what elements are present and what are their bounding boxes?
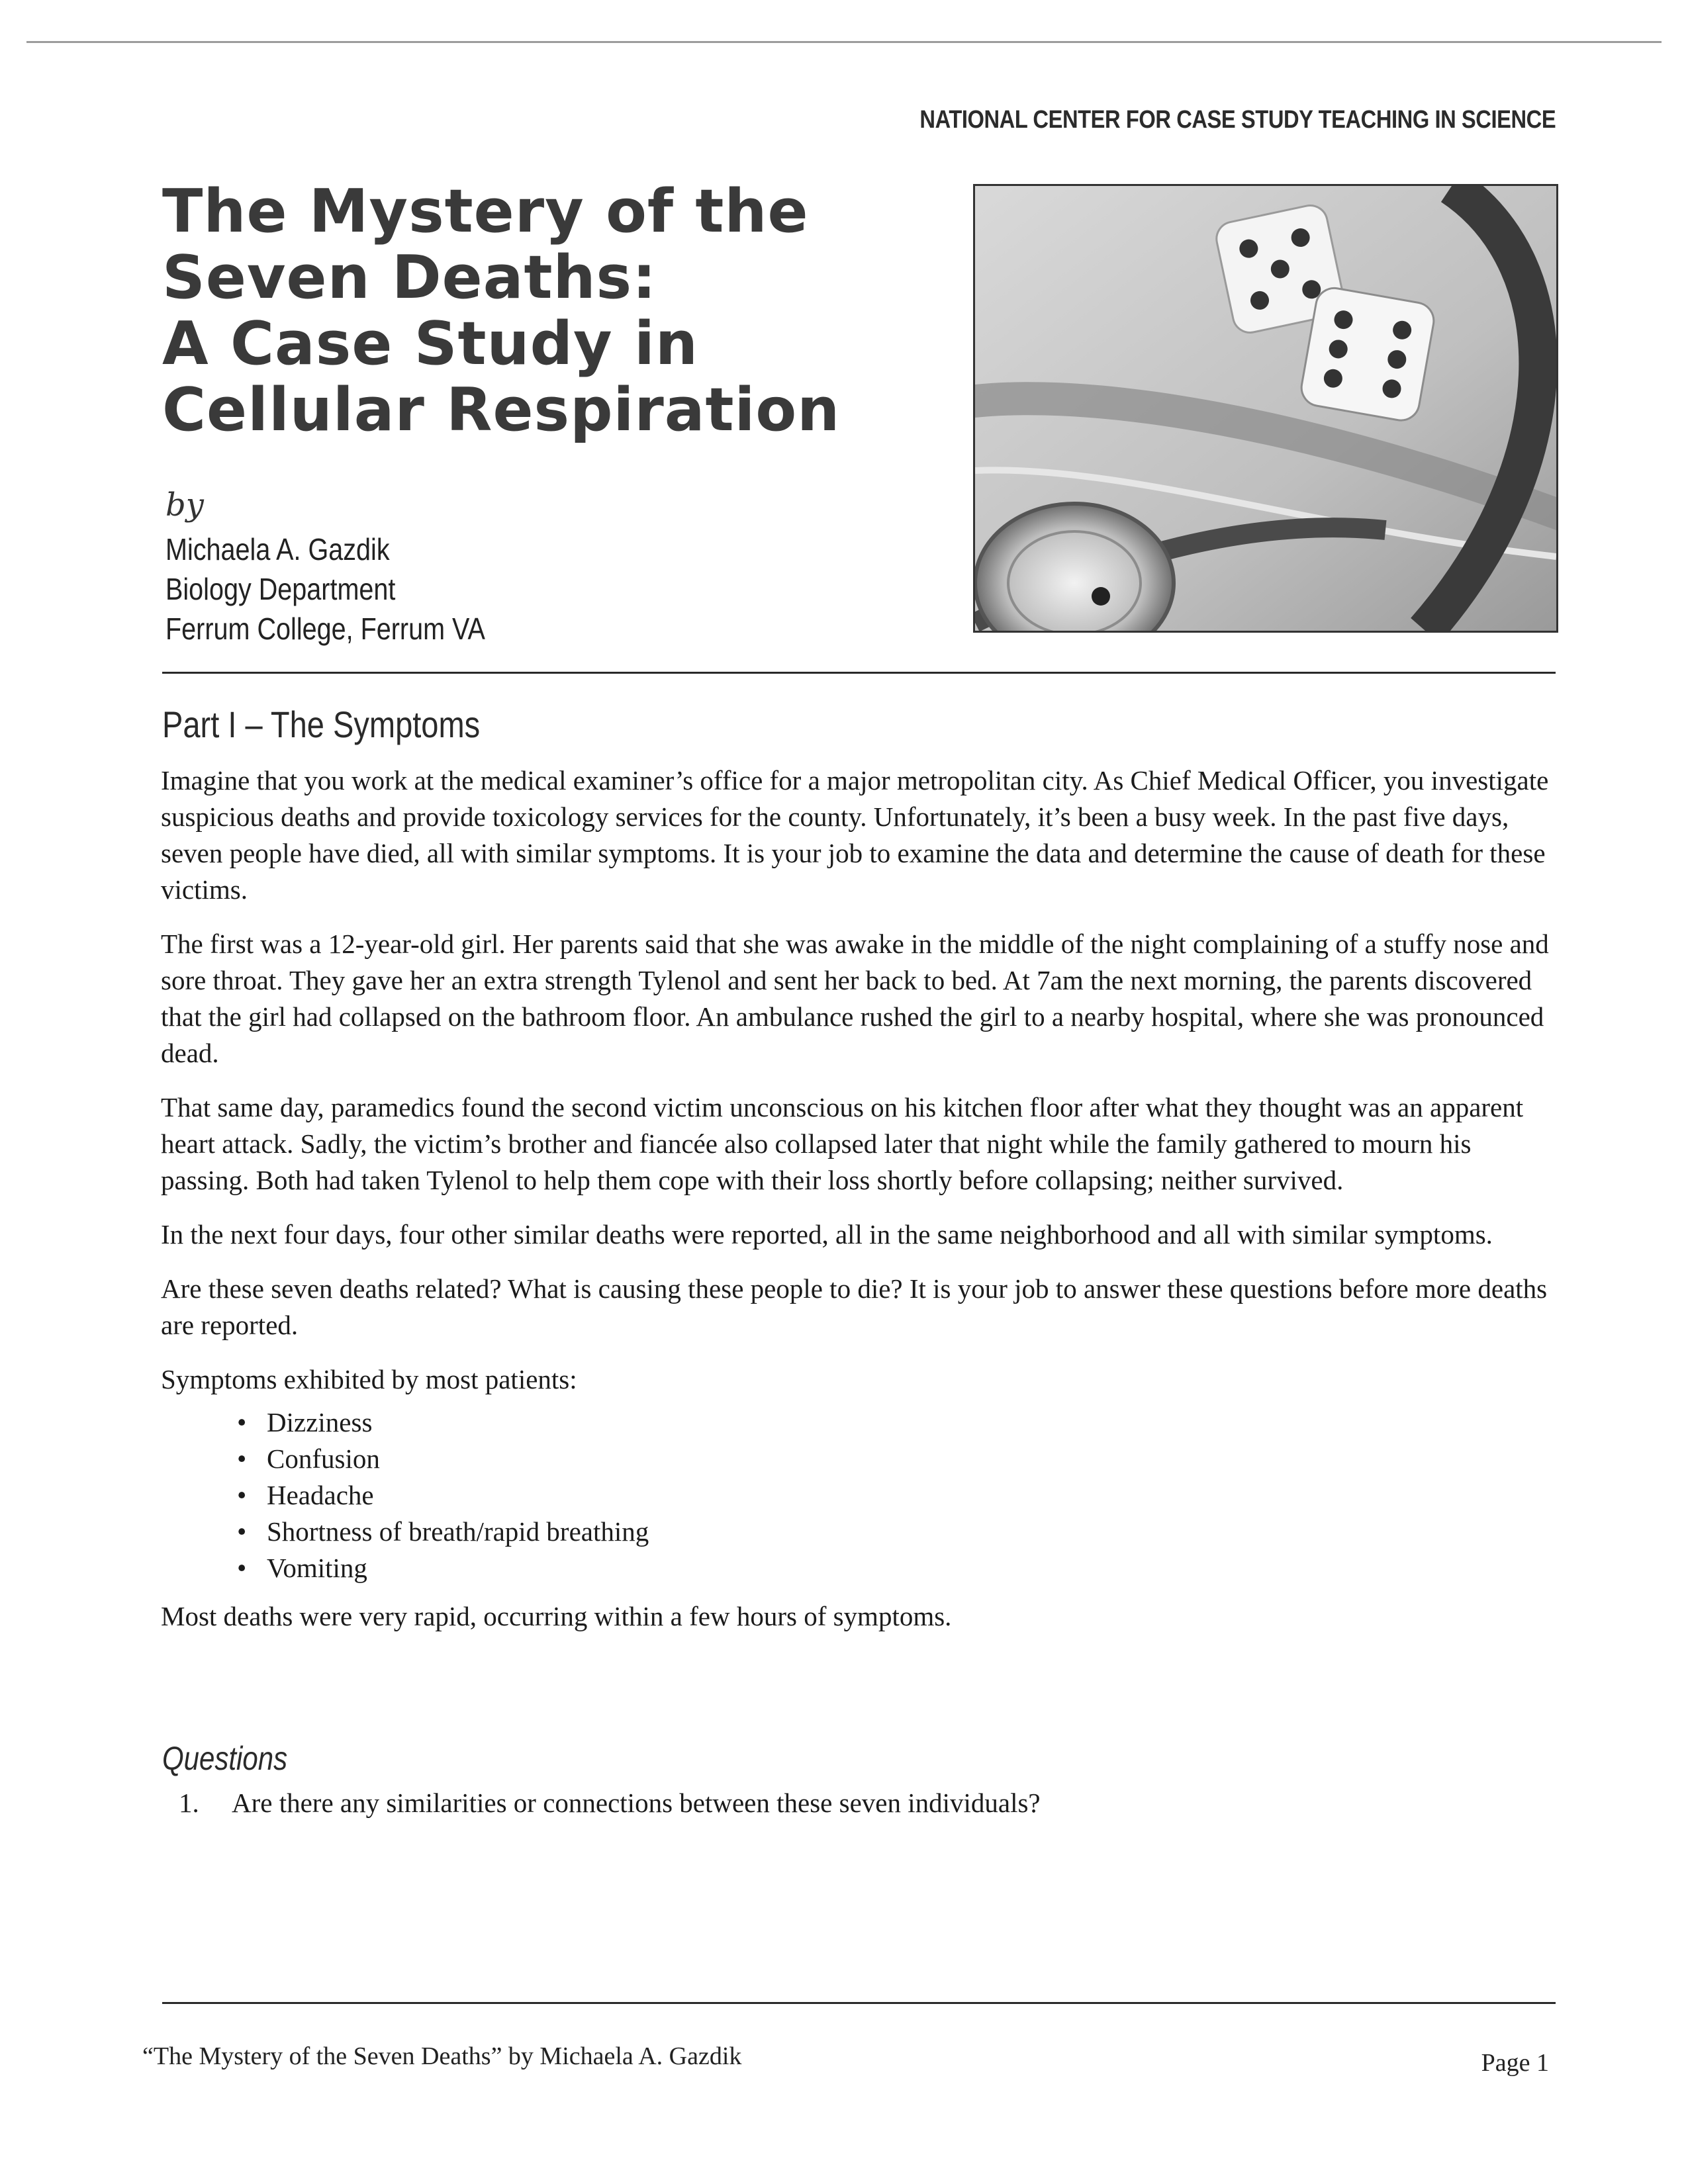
paragraph: Are these seven deaths related? What is causing these people to die? It is your job to answer these questions before more deaths are reported. — [161, 1273, 1548, 1340]
question-item — [179, 1787, 1041, 1819]
paragraph: In the next four days, four other similar deaths were reported, all in the same neighborhood and all with similar symptoms. — [161, 1219, 1493, 1250]
author-block — [165, 529, 538, 649]
header-divider — [162, 672, 1556, 674]
author-name: Michaela A. Gazdik — [165, 532, 390, 567]
organization-header: NATIONAL CENTER FOR CASE STUDY TEACHING IN SCIENCE — [919, 106, 1556, 134]
footer-divider — [162, 2002, 1556, 2004]
list-item: • Dizziness — [267, 1404, 1558, 1441]
paragraph: The first was a 12-year-old girl. Her parents said that she was awake in the middle of the night complaining of a stuffy nose and sore throat. They gave her an extra strength Tylenol and sent her back to bed. At 7am the next morning, the parents discovered that the girl had collapsed on the bathroom floor. An ambulance rushed the girl to a nearby hospital, where she was pronounced dead. — [161, 929, 1549, 1068]
photo-illustration — [975, 186, 1556, 631]
question-number: 1. — [179, 1788, 199, 1818]
case-title — [162, 179, 957, 443]
author-institution: Ferrum College, Ferrum VA — [165, 612, 485, 646]
paragraph: That same day, paramedics found the second victim unconscious on his kitchen floor after what they thought was an apparent heart attack. Sadly, the victim’s brother and fiancée also collapsed later that night while the family gathered to mourn his passing. Both had taken Tylenol to help them cope with their loss shortly before collapsing; neither survived. — [161, 1092, 1524, 1195]
part-one-heading: Part I – The Symptoms — [162, 704, 481, 745]
symptoms-intro: Symptoms exhibited by most patients: — [161, 1364, 577, 1394]
paragraph: Imagine that you work at the medical examiner’s office for a major metropolitan city. As Chief Medical Officer, you investigate suspicious deaths and provide toxicology services for the county. Unfortunately, it’s been a busy week. In the past five days, seven people have died, all with similar symptoms. It is your job to examine the data and determine the cause of death for these victims. — [161, 765, 1549, 905]
symptoms-list — [161, 1404, 1558, 1586]
questions-heading: Questions — [162, 1740, 288, 1777]
page-number: Page 1 — [1481, 2049, 1549, 2077]
footer-citation: “The Mystery of the Seven Deaths” by Michaela A. Gazdik — [142, 2042, 742, 2070]
title-line-1: The Mystery of the — [162, 177, 809, 246]
closing-paragraph: Most deaths were very rapid, occurring within a few hours of symptoms. — [161, 1601, 952, 1631]
list-item: • Confusion — [267, 1441, 1558, 1477]
list-item: • Shortness of breath/rapid breathing — [267, 1514, 1558, 1550]
title-line-3: A Case Study in — [162, 309, 698, 379]
question-text: Are there any similarities or connections between these seven individuals? — [232, 1788, 1041, 1818]
dice-and-stethoscope-photo — [973, 184, 1558, 633]
byline-by: by — [165, 486, 204, 523]
list-item: • Vomiting — [267, 1550, 1558, 1586]
author-department: Biology Department — [165, 572, 396, 606]
list-item: • Headache — [267, 1477, 1558, 1514]
title-line-2: Seven Deaths: — [162, 243, 657, 312]
title-line-4: Cellular Respiration — [162, 375, 841, 445]
part-one-body — [161, 762, 1558, 1653]
scan-edge-line — [26, 41, 1662, 43]
